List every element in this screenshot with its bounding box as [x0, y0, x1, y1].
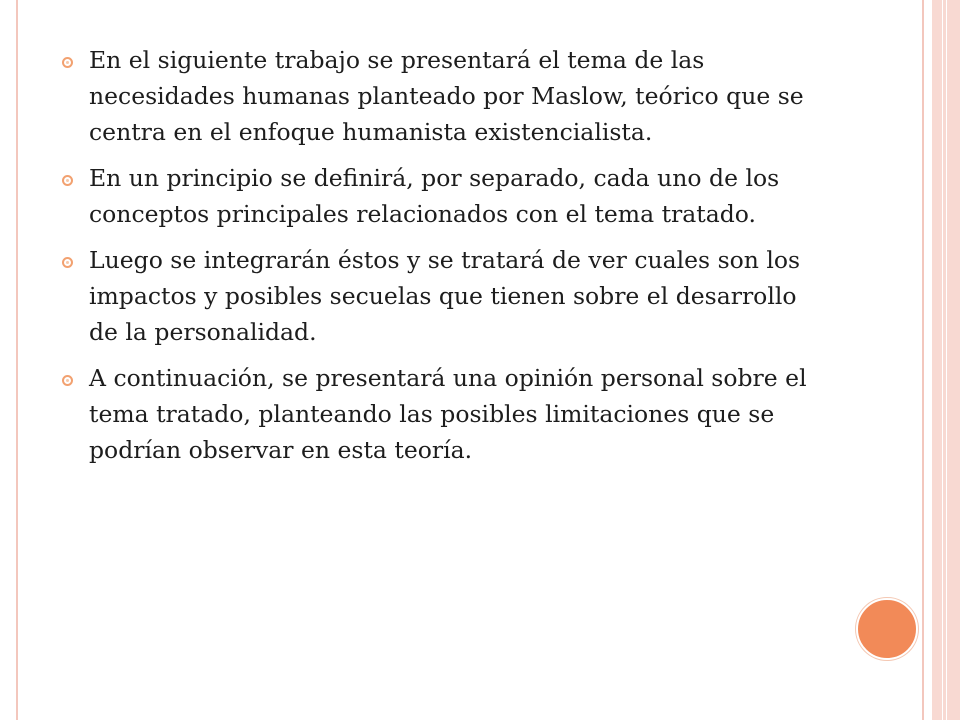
circle-bullet-icon [62, 257, 73, 268]
right-inner-border-line [922, 0, 924, 720]
bullet-text-2: En un principio se definirá, por separado, cada uno de los conceptos principales relacionados con el tema tratado. [89, 164, 780, 228]
circle-bullet-icon [62, 57, 73, 68]
right-border-stripe [942, 0, 943, 720]
bullet-text-3: Luego se integrarán éstos y se tratará de ver cuales son los impactos y posibles secuelas que tienen sobre el desarrollo de la personalidad. [89, 246, 801, 346]
bullet-text-4: A continuación, se presentará una opinión personal sobre el tema tratado, planteando las posibles limitaciones que se podrían observar en esta teoría. [89, 364, 807, 464]
circle-bullet-icon [62, 175, 73, 186]
right-border-stripe-secondary [946, 0, 947, 720]
orange-circle-icon [856, 598, 918, 660]
bullet-item-1 [60, 42, 820, 150]
bullet-list [60, 42, 820, 478]
left-border-line [16, 0, 18, 720]
bullet-item-3 [60, 242, 820, 350]
bullet-item-4 [60, 360, 820, 468]
bullet-text-1: En el siguiente trabajo se presentará el tema de las necesidades humanas planteado por Maslow, teórico que se centra en el enfoque humanista existencialista. [89, 46, 804, 146]
circle-bullet-icon [62, 375, 73, 386]
bullet-item-2 [60, 160, 820, 232]
